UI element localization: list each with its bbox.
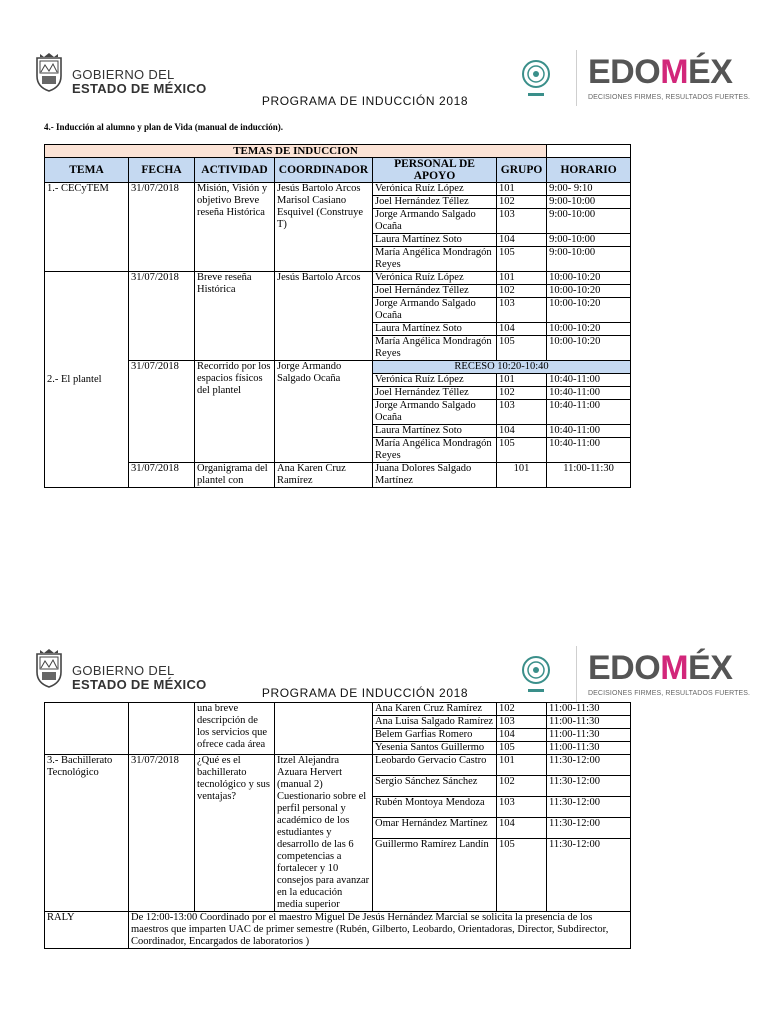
personal-cell: Omar Hernández Martínez bbox=[373, 818, 497, 839]
program-title: PROGRAMA DE INDUCCIÓN 2018 bbox=[261, 686, 469, 700]
horario-cell: 9:00-10:00 bbox=[547, 209, 631, 234]
government-name bbox=[72, 68, 207, 96]
grupo-cell: 103 bbox=[497, 797, 547, 818]
horario-cell: 10:00-10:20 bbox=[547, 285, 631, 298]
table-row bbox=[45, 912, 631, 949]
actividad-cell: una breve descripción de los servicios que ofrece cada área bbox=[195, 703, 275, 755]
table-row bbox=[45, 183, 631, 196]
grupo-cell: 101 bbox=[497, 463, 547, 488]
horario-cell: 11:00-11:30 bbox=[547, 703, 631, 716]
grupo-cell: 102 bbox=[497, 196, 547, 209]
coordinador-cell: Ana Karen Cruz Ramírez bbox=[275, 463, 373, 488]
brand-tagline: DECISIONES FIRMES, RESULTADOS FUERTES. bbox=[588, 690, 751, 697]
edomex-brand bbox=[588, 55, 732, 89]
grupo-cell: 105 bbox=[497, 247, 547, 272]
personal-cell: Laura Martínez Soto bbox=[373, 425, 497, 438]
induction-table bbox=[44, 144, 631, 488]
horario-cell: 11:00-11:30 bbox=[547, 716, 631, 729]
actividad-cell: Recorrido por los espacios físicos del plantel bbox=[195, 361, 275, 463]
personal-cell: Juana Dolores Salgado Martínez bbox=[373, 463, 497, 488]
section-title: 4.- Inducción al alumno y plan de Vida (manual de inducción). bbox=[44, 122, 284, 132]
personal-cell: Verónica Ruíz López bbox=[373, 183, 497, 196]
coordinador-cell: Jorge Armando Salgado Ocaña bbox=[275, 361, 373, 463]
horario-cell: 10:00-10:20 bbox=[547, 298, 631, 323]
grupo-cell: 103 bbox=[497, 209, 547, 234]
grupo-cell: 103 bbox=[497, 716, 547, 729]
tema-cell: 1.- CECyTEM bbox=[45, 183, 129, 272]
tema-cell: 2.- El plantel bbox=[45, 272, 129, 488]
horario-cell: 10:40-11:00 bbox=[547, 400, 631, 425]
horario-cell: 10:00-10:20 bbox=[547, 272, 631, 285]
grupo-cell: 101 bbox=[497, 183, 547, 196]
government-line-1: GOBIERNO DEL bbox=[72, 67, 175, 82]
grupo-cell: 105 bbox=[497, 839, 547, 912]
personal-cell: Joel Hernández Téllez bbox=[373, 196, 497, 209]
grupo-cell: 105 bbox=[497, 336, 547, 361]
program-title: PROGRAMA DE INDUCCIÓN 2018 bbox=[261, 94, 469, 108]
horario-cell: 11:00-11:30 bbox=[547, 729, 631, 742]
grupo-cell: 105 bbox=[497, 438, 547, 463]
grupo-cell: 104 bbox=[497, 425, 547, 438]
coordinador-cell: Itzel Alejandra Azuara Hervert (manual 2) Cuestionario sobre el perfil personal y académico de los estudiantes y desarrollo de las 6 competencias a fortalecer y 10 consejos para avanzar en la educación media superior bbox=[275, 755, 373, 912]
grupo-cell: 101 bbox=[497, 374, 547, 387]
personal-cell: Rubén Montoya Mendoza bbox=[373, 797, 497, 818]
fecha-cell: 31/07/2018 bbox=[129, 463, 195, 488]
induction-table-continued bbox=[44, 702, 631, 949]
coordinador-cell: Jesús Bartolo Arcos bbox=[275, 272, 373, 361]
column-header: FECHA bbox=[129, 158, 195, 183]
personal-cell: Laura Martínez Soto bbox=[373, 234, 497, 247]
grupo-cell: 103 bbox=[497, 298, 547, 323]
government-line-2: ESTADO DE MÉXICO bbox=[72, 81, 207, 96]
table-row bbox=[45, 272, 631, 285]
horario-cell: 11:00-11:30 bbox=[547, 742, 631, 755]
actividad-cell: ¿Qué es el bachillerato tecnológico y sus ventajas? bbox=[195, 755, 275, 912]
horario-cell: 9:00-10:00 bbox=[547, 234, 631, 247]
horario-cell: 9:00- 9:10 bbox=[547, 183, 631, 196]
personal-cell: María Angélica Mondragón Reyes bbox=[373, 336, 497, 361]
edomex-brand bbox=[588, 651, 732, 685]
fecha-cell: 31/07/2018 bbox=[129, 755, 195, 912]
grupo-cell: 101 bbox=[497, 755, 547, 776]
table-row bbox=[45, 703, 631, 716]
raly-description-cell: De 12:00-13:00 Coordinado por el maestro Miguel De Jesús Hernández Marcial se solicita la presencia de los maestros que imparten UAC de primer semestre (Rubén, Gilberto, Leobardo, Orientadoras, Director, Subdirector, Coordinador, Encargados de laboratorios ) bbox=[129, 912, 631, 949]
column-header: COORDINADOR bbox=[275, 158, 373, 183]
personal-cell: Joel Hernández Téllez bbox=[373, 387, 497, 400]
grupo-cell: 102 bbox=[497, 703, 547, 716]
personal-cell: Jorge Armando Salgado Ocaña bbox=[373, 209, 497, 234]
state-coat-of-arms-icon bbox=[34, 648, 64, 688]
horario-cell: 11:30-12:00 bbox=[547, 818, 631, 839]
horario-cell: 9:00-10:00 bbox=[547, 196, 631, 209]
grupo-cell: 103 bbox=[497, 400, 547, 425]
personal-cell: Joel Hernández Téllez bbox=[373, 285, 497, 298]
column-header: HORARIO bbox=[547, 158, 631, 183]
fecha-cell bbox=[129, 703, 195, 755]
government-line-1: GOBIERNO DEL bbox=[72, 663, 175, 678]
brand-prefix: EDO bbox=[588, 649, 661, 687]
grupo-cell: 102 bbox=[497, 285, 547, 298]
horario-cell: 10:40-11:00 bbox=[547, 374, 631, 387]
column-header: ACTIVIDAD bbox=[195, 158, 275, 183]
grupo-cell: 105 bbox=[497, 742, 547, 755]
personal-cell: Verónica Ruíz López bbox=[373, 272, 497, 285]
grupo-cell: 104 bbox=[497, 729, 547, 742]
tema-cell bbox=[45, 703, 129, 755]
actividad-cell: Misión, Visión y objetivo Breve reseña Histórica bbox=[195, 183, 275, 272]
personal-cell: Ana Luisa Salgado Ramírez bbox=[373, 716, 497, 729]
horario-cell: 11:00-11:30 bbox=[547, 463, 631, 488]
coordinador-cell: Jesús Bartolo Arcos Marisol Casiano Esquivel (Construye T) bbox=[275, 183, 373, 272]
horario-cell: 10:00-10:20 bbox=[547, 336, 631, 361]
fecha-cell: 31/07/2018 bbox=[129, 183, 195, 272]
horario-cell: 10:00-10:20 bbox=[547, 323, 631, 336]
receso-cell: RECESO 10:20-10:40 bbox=[373, 361, 631, 374]
tema-cell: 3.- Bachillerato Tecnológico bbox=[45, 755, 129, 912]
personal-cell: Jorge Armando Salgado Ocaña bbox=[373, 400, 497, 425]
horario-cell: 10:40-11:00 bbox=[547, 438, 631, 463]
column-header: PERSONAL DE APOYO bbox=[373, 158, 497, 183]
grupo-cell: 104 bbox=[497, 818, 547, 839]
personal-cell: Jorge Armando Salgado Ocaña bbox=[373, 298, 497, 323]
table-header-row bbox=[45, 158, 631, 183]
brand-tagline: DECISIONES FIRMES, RESULTADOS FUERTES. bbox=[588, 94, 751, 101]
table-caption-empty bbox=[547, 145, 631, 158]
personal-cell: Ana Karen Cruz Ramírez bbox=[373, 703, 497, 716]
fecha-cell: 31/07/2018 bbox=[129, 361, 195, 463]
personal-cell: María Angélica Mondragón Reyes bbox=[373, 438, 497, 463]
grupo-cell: 104 bbox=[497, 234, 547, 247]
horario-cell: 9:00-10:00 bbox=[547, 247, 631, 272]
personal-cell: Laura Martínez Soto bbox=[373, 323, 497, 336]
actividad-cell: Breve reseña Histórica bbox=[195, 272, 275, 361]
brand-suffix: ÉX bbox=[688, 649, 733, 687]
table-row bbox=[45, 463, 631, 488]
horario-cell: 11:30-12:00 bbox=[547, 839, 631, 912]
personal-cell: Verónica Ruíz López bbox=[373, 374, 497, 387]
horario-cell: 11:30-12:00 bbox=[547, 776, 631, 797]
table-row bbox=[45, 755, 631, 776]
brand-accent: M bbox=[660, 53, 689, 91]
brand-accent: M bbox=[660, 649, 689, 687]
government-line-2: ESTADO DE MÉXICO bbox=[72, 677, 207, 692]
personal-cell: Sergio Sánchez Sánchez bbox=[373, 776, 497, 797]
personal-cell: Guillermo Ramírez Landín bbox=[373, 839, 497, 912]
horario-cell: 10:40-11:00 bbox=[547, 425, 631, 438]
state-coat-of-arms-icon bbox=[34, 52, 64, 92]
table-caption: TEMAS DE INDUCCION bbox=[45, 145, 547, 158]
personal-cell: Belem Garfias Romero bbox=[373, 729, 497, 742]
personal-cell: Leobardo Gervacio Castro bbox=[373, 755, 497, 776]
actividad-cell: Organigrama del plantel con bbox=[195, 463, 275, 488]
tema-cell: RALY bbox=[45, 912, 129, 949]
grupo-cell: 101 bbox=[497, 272, 547, 285]
horario-cell: 11:30-12:00 bbox=[547, 755, 631, 776]
grupo-cell: 102 bbox=[497, 387, 547, 400]
personal-cell: Yesenia Santos Guillermo bbox=[373, 742, 497, 755]
fecha-cell: 31/07/2018 bbox=[129, 272, 195, 361]
grupo-cell: 104 bbox=[497, 323, 547, 336]
horario-cell: 11:30-12:00 bbox=[547, 797, 631, 818]
brand-prefix: EDO bbox=[588, 53, 661, 91]
document-page-2 bbox=[0, 640, 768, 1024]
coordinador-cell bbox=[275, 703, 373, 755]
grupo-cell: 102 bbox=[497, 776, 547, 797]
brand-suffix: ÉX bbox=[688, 53, 733, 91]
table-row bbox=[45, 361, 631, 374]
personal-cell: María Angélica Mondragón Reyes bbox=[373, 247, 497, 272]
horario-cell: 10:40-11:00 bbox=[547, 387, 631, 400]
column-header: GRUPO bbox=[497, 158, 547, 183]
column-header: TEMA bbox=[45, 158, 129, 183]
